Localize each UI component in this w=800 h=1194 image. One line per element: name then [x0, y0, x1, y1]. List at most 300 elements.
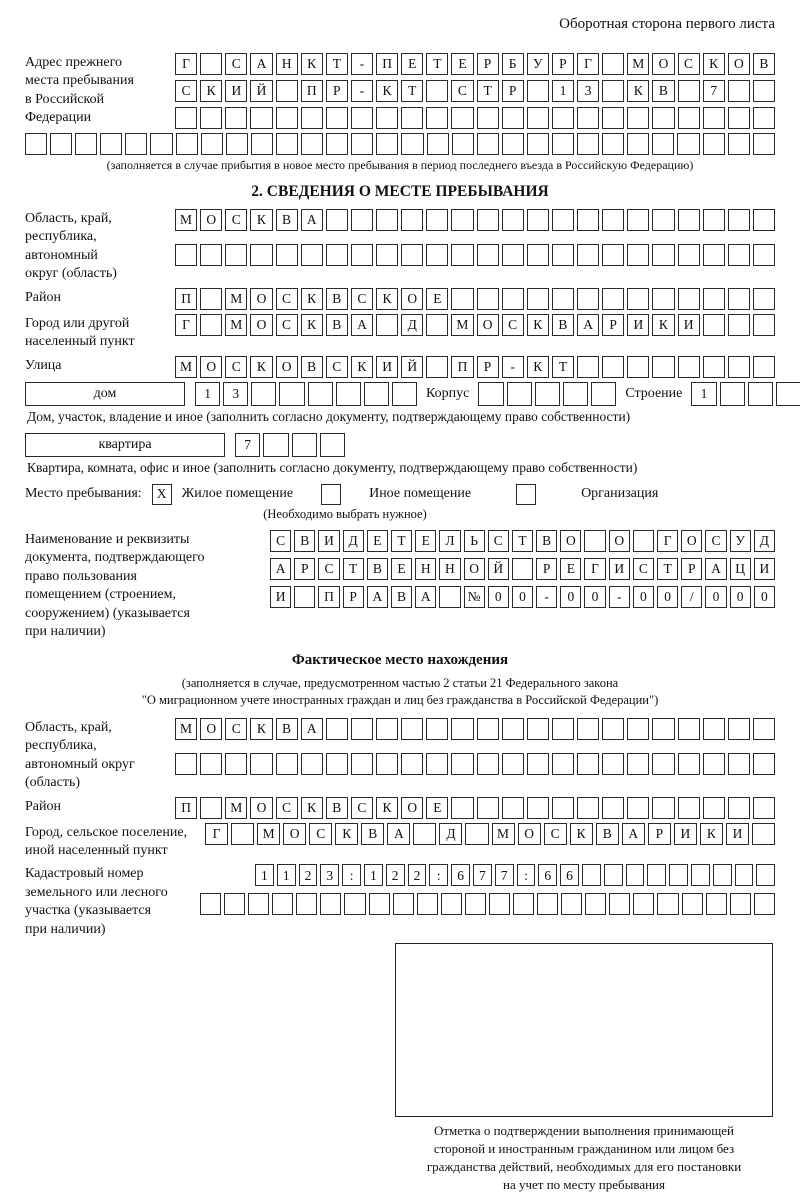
char-box[interactable]	[728, 133, 750, 155]
char-box[interactable]	[728, 288, 750, 310]
char-box[interactable]	[175, 244, 197, 266]
char-box[interactable]	[756, 864, 775, 886]
char-box[interactable]	[728, 718, 750, 740]
char-box[interactable]	[591, 382, 616, 406]
char-box[interactable]	[627, 244, 649, 266]
char-box[interactable]: 0	[584, 586, 605, 608]
char-box[interactable]: О	[401, 288, 423, 310]
char-box[interactable]	[427, 133, 449, 155]
char-box[interactable]: М	[225, 314, 247, 336]
char-box[interactable]: 0	[730, 586, 751, 608]
char-box[interactable]: -	[351, 53, 373, 75]
char-box[interactable]: В	[536, 530, 557, 552]
char-box[interactable]	[50, 133, 72, 155]
char-box[interactable]: К	[376, 288, 398, 310]
char-box[interactable]	[577, 753, 599, 775]
char-box[interactable]: О	[250, 288, 272, 310]
char-box[interactable]	[477, 209, 499, 231]
char-box[interactable]	[502, 209, 524, 231]
char-box[interactable]	[451, 797, 473, 819]
char-box[interactable]	[527, 80, 549, 102]
char-box[interactable]: К	[652, 314, 674, 336]
char-box[interactable]: Е	[451, 53, 473, 75]
char-box[interactable]	[535, 382, 560, 406]
char-box[interactable]	[753, 288, 775, 310]
char-box[interactable]	[326, 107, 348, 129]
char-box[interactable]: 7	[473, 864, 492, 886]
char-box[interactable]	[451, 718, 473, 740]
char-box[interactable]: :	[517, 864, 536, 886]
char-box[interactable]	[451, 244, 473, 266]
char-box[interactable]	[477, 797, 499, 819]
char-box[interactable]: И	[225, 80, 247, 102]
char-box[interactable]: К	[301, 314, 323, 336]
char-box[interactable]	[678, 356, 700, 378]
char-box[interactable]: С	[175, 80, 197, 102]
char-box[interactable]	[527, 288, 549, 310]
char-box[interactable]	[276, 244, 298, 266]
char-box[interactable]	[502, 107, 524, 129]
char-box[interactable]: С	[276, 288, 298, 310]
char-box[interactable]: Д	[754, 530, 775, 552]
char-box[interactable]	[75, 133, 97, 155]
char-box[interactable]: О	[250, 314, 272, 336]
char-box[interactable]: С	[276, 314, 298, 336]
char-box[interactable]	[308, 382, 333, 406]
char-box[interactable]	[276, 107, 298, 129]
char-box[interactable]: 2	[408, 864, 427, 886]
char-box[interactable]	[577, 244, 599, 266]
char-box[interactable]: И	[726, 823, 749, 845]
char-box[interactable]: Р	[552, 53, 574, 75]
char-box[interactable]: К	[700, 823, 723, 845]
char-box[interactable]: В	[652, 80, 674, 102]
char-box[interactable]: Д	[439, 823, 462, 845]
char-box[interactable]	[706, 893, 727, 915]
char-box[interactable]	[175, 753, 197, 775]
char-box[interactable]	[376, 107, 398, 129]
char-box[interactable]	[326, 718, 348, 740]
char-box[interactable]: 1	[255, 864, 274, 886]
char-box[interactable]: М	[225, 797, 247, 819]
char-box[interactable]	[426, 314, 448, 336]
char-box[interactable]	[728, 244, 750, 266]
char-box[interactable]: О	[283, 823, 306, 845]
char-box[interactable]	[393, 893, 414, 915]
char-box[interactable]: 0	[560, 586, 581, 608]
char-box[interactable]: О	[250, 797, 272, 819]
char-box[interactable]	[577, 797, 599, 819]
char-box[interactable]	[728, 314, 750, 336]
char-box[interactable]	[713, 864, 732, 886]
char-box[interactable]	[678, 797, 700, 819]
char-box[interactable]: С	[351, 288, 373, 310]
char-box[interactable]	[577, 107, 599, 129]
char-box[interactable]	[248, 893, 269, 915]
char-box[interactable]: К	[200, 80, 222, 102]
char-box[interactable]: 0	[488, 586, 509, 608]
char-box[interactable]: К	[570, 823, 593, 845]
char-box[interactable]	[439, 586, 460, 608]
char-box[interactable]	[200, 893, 221, 915]
char-box[interactable]	[682, 893, 703, 915]
char-box[interactable]: -	[351, 80, 373, 102]
char-box[interactable]	[602, 356, 624, 378]
char-box[interactable]	[301, 133, 323, 155]
char-box[interactable]	[552, 288, 574, 310]
char-box[interactable]	[477, 753, 499, 775]
char-box[interactable]: П	[175, 797, 197, 819]
char-box[interactable]: Й	[401, 356, 423, 378]
char-box[interactable]: О	[464, 558, 485, 580]
char-box[interactable]: К	[376, 797, 398, 819]
char-box[interactable]	[627, 718, 649, 740]
char-box[interactable]	[100, 133, 122, 155]
char-box[interactable]: Т	[343, 558, 364, 580]
char-box[interactable]: Е	[391, 558, 412, 580]
char-box[interactable]: Г	[175, 314, 197, 336]
char-box[interactable]	[753, 356, 775, 378]
char-box[interactable]: К	[527, 314, 549, 336]
char-box[interactable]	[401, 209, 423, 231]
char-box[interactable]	[652, 107, 674, 129]
char-box[interactable]	[753, 718, 775, 740]
char-box[interactable]: Т	[391, 530, 412, 552]
char-box[interactable]: :	[342, 864, 361, 886]
char-box[interactable]	[627, 133, 649, 155]
char-box[interactable]	[561, 893, 582, 915]
char-box[interactable]	[351, 133, 373, 155]
char-box[interactable]: И	[754, 558, 775, 580]
char-box[interactable]	[678, 718, 700, 740]
char-box[interactable]	[376, 314, 398, 336]
char-box[interactable]: Р	[536, 558, 557, 580]
char-box[interactable]	[602, 718, 624, 740]
char-box[interactable]	[276, 80, 298, 102]
char-box[interactable]	[200, 753, 222, 775]
char-box[interactable]	[584, 530, 605, 552]
char-box[interactable]	[364, 382, 389, 406]
char-box[interactable]: В	[301, 356, 323, 378]
char-box[interactable]: П	[451, 356, 473, 378]
char-box[interactable]	[627, 107, 649, 129]
char-box[interactable]: В	[276, 718, 298, 740]
char-box[interactable]: О	[560, 530, 581, 552]
char-box[interactable]	[626, 864, 645, 886]
char-box[interactable]	[376, 718, 398, 740]
char-box[interactable]	[585, 893, 606, 915]
char-box[interactable]: П	[318, 586, 339, 608]
char-box[interactable]	[753, 107, 775, 129]
char-box[interactable]	[489, 893, 510, 915]
char-box[interactable]: 0	[512, 586, 533, 608]
char-box[interactable]: Р	[602, 314, 624, 336]
char-box[interactable]	[320, 893, 341, 915]
char-box[interactable]	[326, 244, 348, 266]
char-box[interactable]: К	[301, 797, 323, 819]
char-box[interactable]	[200, 797, 222, 819]
char-box[interactable]	[652, 797, 674, 819]
char-box[interactable]	[502, 133, 524, 155]
char-box[interactable]	[753, 244, 775, 266]
char-box[interactable]	[627, 209, 649, 231]
char-box[interactable]	[527, 797, 549, 819]
char-box[interactable]	[602, 53, 624, 75]
char-box[interactable]	[703, 797, 725, 819]
char-box[interactable]	[251, 133, 273, 155]
char-box[interactable]	[426, 244, 448, 266]
char-box[interactable]: Н	[276, 53, 298, 75]
char-box[interactable]	[376, 133, 398, 155]
char-box[interactable]: В	[294, 530, 315, 552]
char-box[interactable]	[669, 864, 688, 886]
char-box[interactable]	[677, 133, 699, 155]
char-box[interactable]: В	[753, 53, 775, 75]
char-box[interactable]	[417, 893, 438, 915]
char-box[interactable]	[502, 718, 524, 740]
char-box[interactable]: С	[225, 53, 247, 75]
char-box[interactable]: -	[609, 586, 630, 608]
char-box[interactable]	[728, 107, 750, 129]
char-box[interactable]	[552, 797, 574, 819]
char-box[interactable]	[224, 893, 245, 915]
char-box[interactable]	[320, 433, 345, 457]
char-box[interactable]	[225, 753, 247, 775]
char-box[interactable]: П	[175, 288, 197, 310]
char-box[interactable]	[602, 107, 624, 129]
char-box[interactable]: Р	[326, 80, 348, 102]
char-box[interactable]: О	[200, 209, 222, 231]
char-box[interactable]: /	[681, 586, 702, 608]
char-box[interactable]: А	[270, 558, 291, 580]
char-box[interactable]	[401, 107, 423, 129]
char-box[interactable]: В	[391, 586, 412, 608]
char-box[interactable]: А	[705, 558, 726, 580]
char-box[interactable]	[537, 893, 558, 915]
char-box[interactable]: К	[527, 356, 549, 378]
char-box[interactable]: У	[527, 53, 549, 75]
char-box[interactable]: К	[250, 356, 272, 378]
char-box[interactable]	[478, 382, 503, 406]
char-box[interactable]: И	[674, 823, 697, 845]
char-box[interactable]: Е	[426, 797, 448, 819]
char-box[interactable]	[552, 209, 574, 231]
char-box[interactable]	[728, 209, 750, 231]
char-box[interactable]	[527, 244, 549, 266]
char-box[interactable]: Н	[415, 558, 436, 580]
char-box[interactable]	[748, 382, 773, 406]
char-box[interactable]: Г	[577, 53, 599, 75]
char-box[interactable]: А	[301, 718, 323, 740]
char-box[interactable]	[276, 753, 298, 775]
char-box[interactable]	[344, 893, 365, 915]
char-box[interactable]: И	[376, 356, 398, 378]
char-box[interactable]: О	[609, 530, 630, 552]
char-box[interactable]: 7	[235, 433, 260, 457]
char-box[interactable]: С	[276, 797, 298, 819]
char-box[interactable]: 7	[495, 864, 514, 886]
char-box[interactable]: 2	[386, 864, 405, 886]
char-box[interactable]: :	[429, 864, 448, 886]
char-box[interactable]	[753, 133, 775, 155]
char-box[interactable]: С	[544, 823, 567, 845]
char-box[interactable]: 1	[277, 864, 296, 886]
char-box[interactable]	[451, 288, 473, 310]
char-box[interactable]	[678, 244, 700, 266]
char-box[interactable]	[577, 718, 599, 740]
char-box[interactable]	[604, 864, 623, 886]
char-box[interactable]: А	[301, 209, 323, 231]
char-box[interactable]: Р	[477, 53, 499, 75]
char-box[interactable]: В	[552, 314, 574, 336]
char-box[interactable]	[627, 288, 649, 310]
char-box[interactable]	[703, 314, 725, 336]
char-box[interactable]	[175, 107, 197, 129]
char-box[interactable]	[527, 753, 549, 775]
char-box[interactable]	[426, 356, 448, 378]
char-box[interactable]: Г	[657, 530, 678, 552]
char-box[interactable]: Т	[326, 53, 348, 75]
char-box[interactable]	[351, 753, 373, 775]
char-box[interactable]	[703, 209, 725, 231]
char-box[interactable]	[272, 893, 293, 915]
char-box[interactable]: К	[301, 53, 323, 75]
char-box[interactable]	[527, 107, 549, 129]
char-box[interactable]: С	[225, 356, 247, 378]
char-box[interactable]	[200, 244, 222, 266]
char-box[interactable]	[502, 753, 524, 775]
char-box[interactable]	[678, 209, 700, 231]
char-box[interactable]	[201, 133, 223, 155]
char-box[interactable]: О	[276, 356, 298, 378]
char-box[interactable]: К	[250, 209, 272, 231]
char-box[interactable]: Р	[477, 356, 499, 378]
char-box[interactable]: Р	[294, 558, 315, 580]
char-box[interactable]	[753, 797, 775, 819]
char-box[interactable]	[477, 107, 499, 129]
char-box[interactable]: С	[225, 718, 247, 740]
char-box[interactable]: 0	[633, 586, 654, 608]
char-box[interactable]	[326, 753, 348, 775]
char-box[interactable]	[703, 133, 725, 155]
char-box[interactable]: И	[318, 530, 339, 552]
char-box[interactable]	[351, 718, 373, 740]
char-box[interactable]: А	[415, 586, 436, 608]
char-box[interactable]	[703, 244, 725, 266]
char-box[interactable]	[426, 209, 448, 231]
char-box[interactable]: С	[309, 823, 332, 845]
char-box[interactable]: С	[270, 530, 291, 552]
char-box[interactable]: А	[367, 586, 388, 608]
char-box[interactable]	[326, 209, 348, 231]
char-box[interactable]	[125, 133, 147, 155]
char-box[interactable]: Р	[648, 823, 671, 845]
char-box[interactable]	[231, 823, 254, 845]
char-box[interactable]	[577, 356, 599, 378]
char-box[interactable]	[728, 797, 750, 819]
char-box[interactable]	[728, 80, 750, 102]
char-box[interactable]: 6	[560, 864, 579, 886]
char-box[interactable]	[753, 753, 775, 775]
char-box[interactable]: Н	[439, 558, 460, 580]
char-box[interactable]: Р	[343, 586, 364, 608]
char-box[interactable]: К	[703, 53, 725, 75]
char-box[interactable]: Г	[205, 823, 228, 845]
char-box[interactable]: Е	[426, 288, 448, 310]
char-box[interactable]	[657, 893, 678, 915]
char-box[interactable]: М	[451, 314, 473, 336]
char-box[interactable]: Т	[657, 558, 678, 580]
char-box[interactable]: М	[175, 209, 197, 231]
char-box[interactable]	[25, 133, 47, 155]
char-box[interactable]	[376, 244, 398, 266]
char-box[interactable]	[477, 718, 499, 740]
char-box[interactable]: 7	[703, 80, 725, 102]
char-box[interactable]	[250, 753, 272, 775]
char-box[interactable]: Й	[250, 80, 272, 102]
char-box[interactable]	[652, 244, 674, 266]
char-box[interactable]	[451, 209, 473, 231]
char-box[interactable]	[226, 133, 248, 155]
char-box[interactable]: А	[387, 823, 410, 845]
char-box[interactable]	[150, 133, 172, 155]
char-box[interactable]	[633, 893, 654, 915]
char-box[interactable]	[776, 382, 800, 406]
char-box[interactable]	[703, 356, 725, 378]
char-box[interactable]	[426, 107, 448, 129]
char-box[interactable]	[552, 753, 574, 775]
char-box[interactable]: А	[622, 823, 645, 845]
char-box[interactable]	[351, 244, 373, 266]
char-box[interactable]: 3	[577, 80, 599, 102]
char-box[interactable]: -	[502, 356, 524, 378]
char-box[interactable]: 1	[552, 80, 574, 102]
char-box[interactable]	[720, 382, 745, 406]
char-box[interactable]	[602, 133, 624, 155]
checkbox-organization[interactable]	[516, 484, 536, 505]
char-box[interactable]	[728, 753, 750, 775]
char-box[interactable]	[577, 209, 599, 231]
char-box[interactable]	[527, 718, 549, 740]
char-box[interactable]: Ь	[464, 530, 485, 552]
char-box[interactable]: О	[477, 314, 499, 336]
char-box[interactable]: 1	[195, 382, 220, 406]
char-box[interactable]	[502, 288, 524, 310]
char-box[interactable]	[441, 893, 462, 915]
char-box[interactable]	[602, 753, 624, 775]
char-box[interactable]	[301, 107, 323, 129]
char-box[interactable]	[502, 797, 524, 819]
char-box[interactable]: С	[633, 558, 654, 580]
char-box[interactable]	[477, 133, 499, 155]
char-box[interactable]: 0	[754, 586, 775, 608]
char-box[interactable]	[451, 753, 473, 775]
char-box[interactable]	[513, 893, 534, 915]
char-box[interactable]: К	[250, 718, 272, 740]
char-box[interactable]	[703, 107, 725, 129]
char-box[interactable]: С	[351, 797, 373, 819]
char-box[interactable]: Т	[401, 80, 423, 102]
char-box[interactable]	[401, 753, 423, 775]
char-box[interactable]	[477, 288, 499, 310]
char-box[interactable]: Д	[343, 530, 364, 552]
char-box[interactable]	[754, 893, 775, 915]
char-box[interactable]	[250, 244, 272, 266]
char-box[interactable]: 2	[299, 864, 318, 886]
char-box[interactable]: №	[464, 586, 485, 608]
char-box[interactable]: Р	[681, 558, 702, 580]
char-box[interactable]: Ц	[730, 558, 751, 580]
